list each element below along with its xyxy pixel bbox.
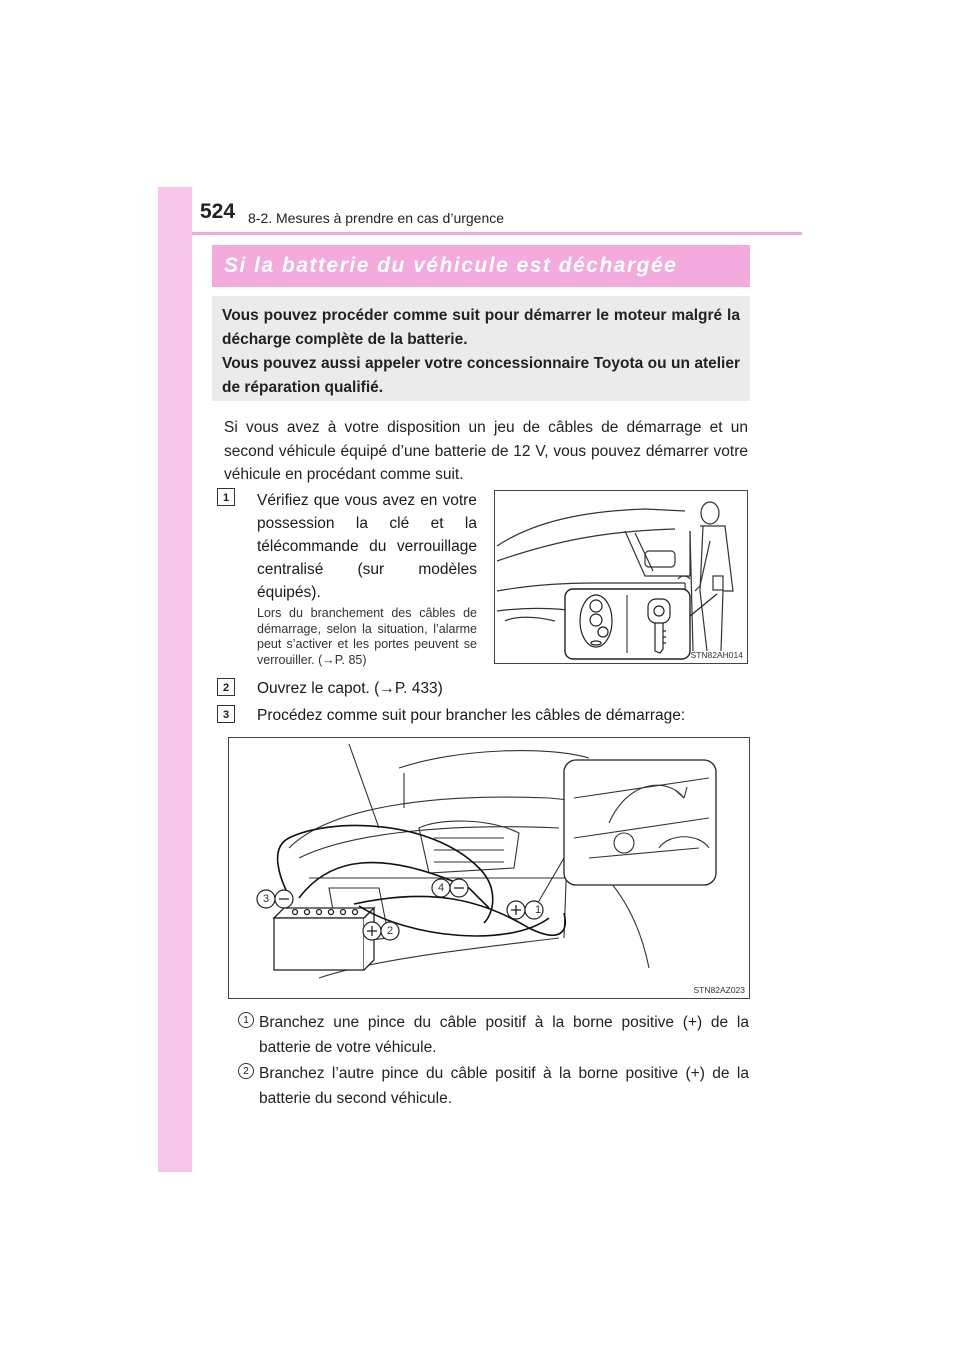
intro-text: Vous pouvez procéder comme suit pour démarrer le moteur malgré la décharge complète de la batterie.: [222, 307, 740, 348]
substep-number-2: 2: [238, 1063, 254, 1079]
step-1-line: équipés).: [257, 584, 321, 601]
figure-code: STN82AH014: [690, 650, 743, 660]
step-1-line: possession la clé et la: [257, 515, 477, 532]
section-title: Si la batterie du véhicule est déchargée: [212, 245, 750, 287]
callout-2: 2: [387, 925, 394, 937]
substep-2-text: Branchez l’autre pince du câble positif à la borne positive (+) de la batterie du second véhicule.: [259, 1065, 749, 1107]
header-divider: [192, 232, 802, 235]
step-1-line: Vérifiez que vous avez en votre: [257, 492, 477, 509]
callout-1: 1: [535, 904, 542, 916]
step-1-line: télécommande du verrouillage: [257, 538, 477, 555]
step-1-line: centralisé (sur modèles: [257, 561, 477, 578]
callout-inset: [529, 760, 716, 918]
substep-number-1: 1: [238, 1012, 254, 1028]
figure-code: STN82AZ023: [693, 985, 745, 995]
person-illustration: [695, 502, 733, 651]
intro-box: [212, 296, 750, 401]
step-2-text: Ouvrez le capot. (→P. 433): [257, 680, 443, 697]
figure-key-remote: [494, 490, 748, 664]
body-paragraph: Si vous avez à votre disposition un jeu de câbles de démarrage et un second véhicule équipé d’une batterie de 12 V, vous pouvez démarrer votre véhicule en procédant comme suit.: [224, 419, 748, 483]
step-3-text: Procédez comme suit pour brancher les câbles de démarrage:: [257, 707, 686, 724]
figure-jump-start: [228, 737, 750, 999]
substep-1-text: Branchez une pince du câble positif à la borne positive (+) de la batterie de votre véhicule.: [259, 1014, 749, 1056]
breadcrumb: 8-2. Mesures à prendre en cas d’urgence: [248, 210, 505, 226]
car-door-illustration: [495, 491, 747, 663]
section-sidebar-tab: [158, 187, 192, 1172]
step-number-1: 1: [217, 488, 235, 506]
callout-4: 4: [438, 882, 445, 894]
battery-icon: [274, 908, 374, 970]
step-number-2: 2: [217, 678, 235, 696]
intro-text-2: Vous pouvez aussi appeler votre concessionnaire Toyota ou un atelier de réparation qualifié.: [222, 355, 740, 396]
step-1-note: Lors du branchement des câbles de démarrage, selon la situation, l’alarme peut s’activer et les portes peuvent se verrouiller. (→P. 85): [257, 606, 477, 667]
callout-3: 3: [263, 893, 270, 905]
page-number: 524: [200, 200, 236, 223]
step-number-3: 3: [217, 705, 235, 723]
engine-bay-illustration: [229, 738, 749, 998]
step-1-text: [257, 489, 477, 604]
